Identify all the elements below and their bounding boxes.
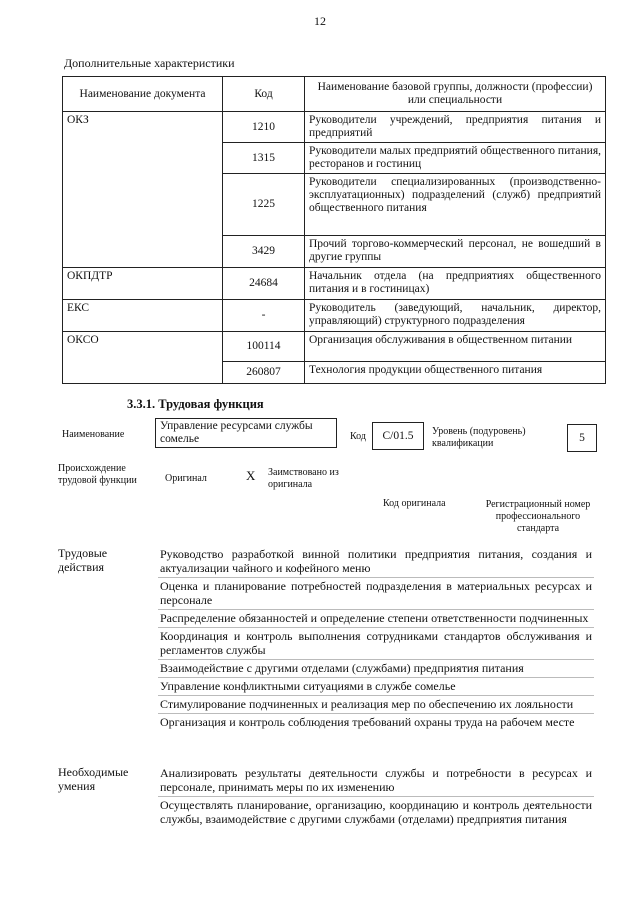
doc-okso: ОКСО: [63, 332, 223, 384]
original-mark: X: [246, 468, 256, 483]
list-item: Координация и контроль выполнения сотрудниками стандартов обслуживания и регламентов службы: [158, 628, 594, 660]
list-item: Оценка и планирование потребностей подразделения в материальных ресурсах и персонале: [158, 578, 594, 610]
name-cell: Руководитель (заведующий, начальник, директор, управляющий) структурного подразделения: [305, 300, 606, 332]
skills-list: [158, 765, 594, 828]
labor-actions-label: Трудовые действия: [58, 546, 108, 574]
list-item: Управление конфликтными ситуациями в службе сомелье: [158, 678, 594, 696]
list-item: Распределение обязанностей и определение степени ответственности подчиненных: [158, 610, 594, 628]
registration-number-label: Регистрационный номер профессионального стандарта: [485, 499, 591, 534]
list-item: Анализировать результаты деятельности службы и потребности в ресурсах и персонале, принимать меры по их изменению: [158, 765, 594, 797]
name-cell: Технология продукции общественного питания: [305, 362, 606, 384]
list-item: Осуществлять планирование, организацию, координацию и контроль деятельности службы, взаимодействие с другими службами (отделами) предприятия питания: [160, 798, 592, 826]
code-cell: -: [223, 300, 305, 332]
table-row: [63, 268, 606, 300]
name-cell: Руководители учреждений, предприятия питания и предприятий: [305, 112, 606, 143]
labor-actions-list: [158, 546, 594, 731]
table-row: [63, 112, 606, 143]
code-cell: 24684: [223, 268, 305, 300]
name-cell: Начальник отдела (на предприятиях общественного питания и в гостиницах): [305, 268, 606, 300]
code-cell: 1225: [223, 174, 305, 236]
function-title: 3.3.1. Трудовая функция: [127, 397, 264, 411]
code-cell: 100114: [223, 332, 305, 362]
name-label: Наименование: [62, 429, 125, 440]
table-header-row: [63, 77, 606, 112]
characteristics-table: [62, 76, 606, 384]
header-code: Код: [223, 77, 305, 112]
name-cell: Руководители специализированных (производственно-эксплуатационных) подразделений (служб) предприятий общественного питания: [305, 174, 606, 236]
table-row: [63, 300, 606, 332]
section-heading: Дополнительные характеристики: [64, 56, 235, 70]
code-cell: 1210: [223, 112, 305, 143]
code-cell: 1315: [223, 143, 305, 174]
code-cell: 260807: [223, 362, 305, 384]
code-label: Код: [350, 431, 366, 442]
level-box: 5: [567, 424, 597, 452]
list-item: Руководство разработкой винной политики предприятия питания, создания и актуализации чайного и кофейного меню: [158, 546, 594, 578]
borrowed-label: Заимствовано из оригинала: [268, 467, 339, 490]
list-item: Взаимодействие с другими отделами (службами) предприятия питания: [158, 660, 594, 678]
header-doc: Наименование документа: [63, 77, 223, 112]
doc-eks: ЕКС: [63, 300, 223, 332]
list-item: Стимулирование подчиненных и реализация мер по обеспечению их лояльности: [158, 696, 594, 714]
table-row: [63, 332, 606, 362]
doc-okpdtr: ОКПДТР: [63, 268, 223, 300]
function-code-box: C/01.5: [372, 422, 424, 450]
skills-label: Необходимые умения: [58, 765, 129, 793]
page-number: 12: [314, 14, 326, 28]
list-item: Организация и контроль соблюдения требований охраны труда на рабочем месте: [160, 715, 575, 729]
header-name: Наименование базовой группы, должности (профессии) или специальности: [305, 77, 606, 112]
name-cell: Прочий торгово-коммерческий персонал, не вошедший в другие группы: [305, 236, 606, 268]
original-label: Оригинал: [165, 473, 207, 484]
level-label: Уровень (подуровень) квалификации: [432, 426, 526, 449]
origin-label: Происхождение трудовой функции: [58, 463, 137, 486]
name-cell: Организация обслуживания в общественном питании: [305, 332, 606, 362]
doc-okz: ОКЗ: [63, 112, 223, 268]
original-code-label: Код оригинала: [383, 498, 446, 509]
name-cell: Руководители малых предприятий общественного питания, ресторанов и гостиниц: [305, 143, 606, 174]
code-cell: 3429: [223, 236, 305, 268]
function-name-box: Управление ресурсами службы сомелье: [155, 418, 337, 448]
